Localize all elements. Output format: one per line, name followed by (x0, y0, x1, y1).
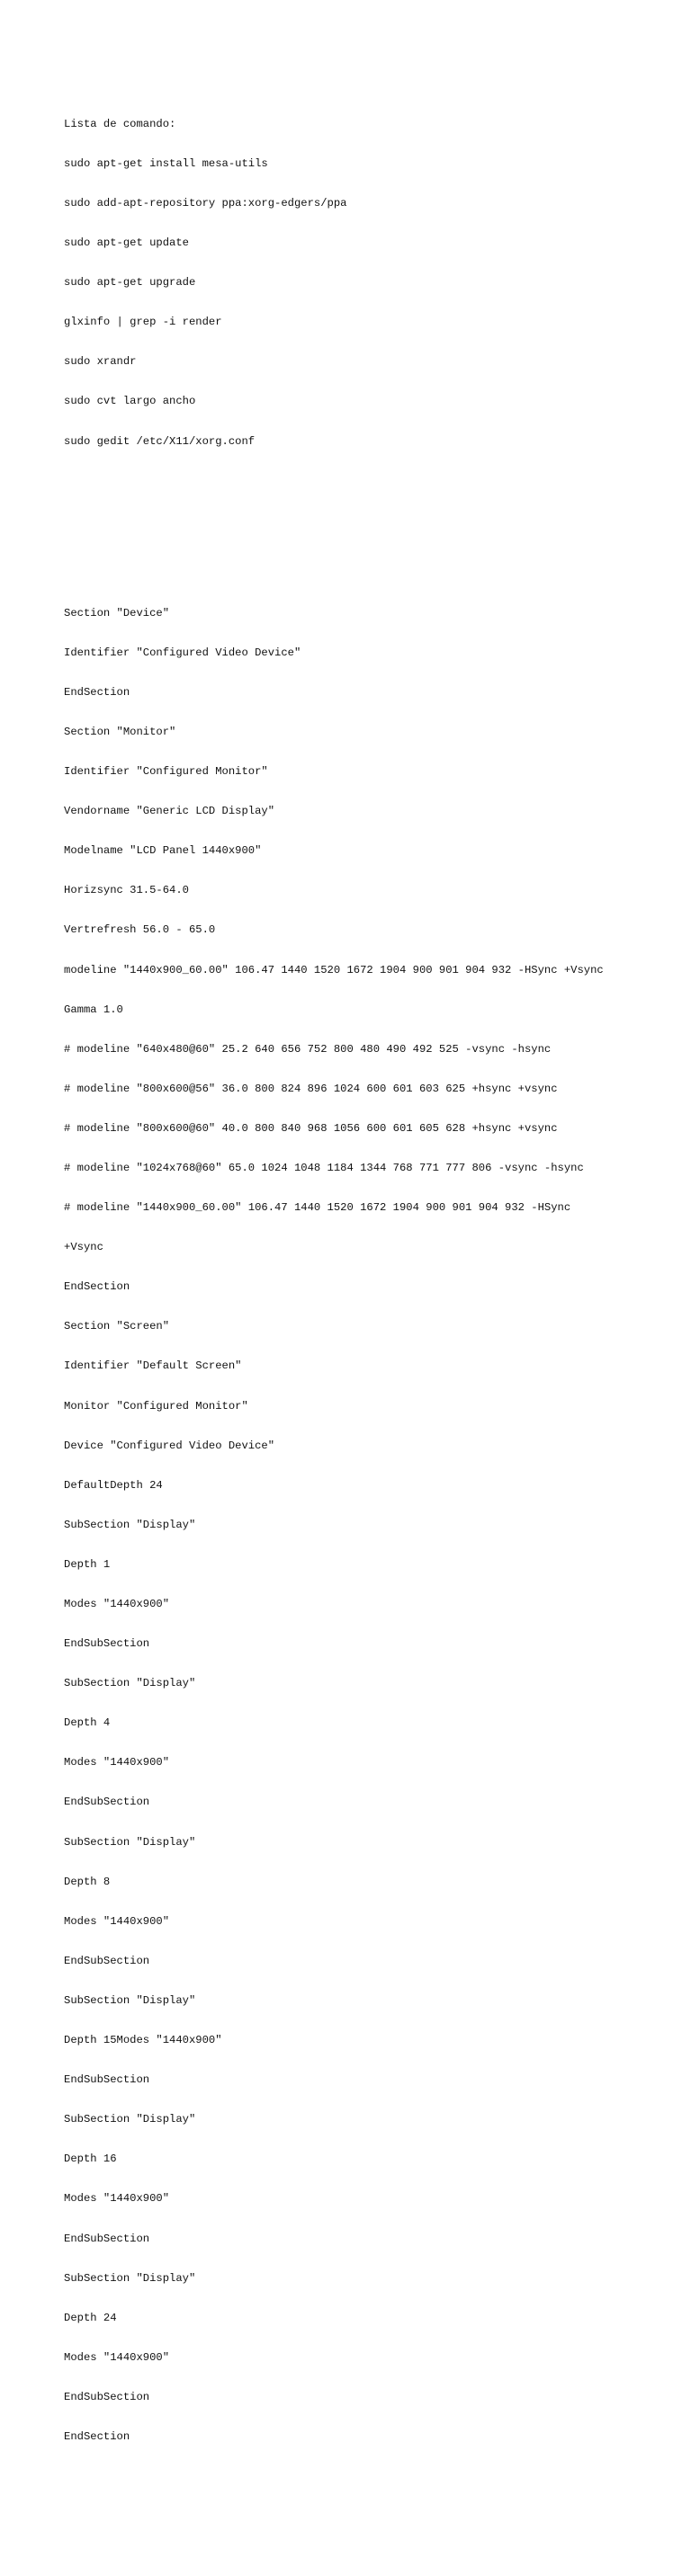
config-line: Modelname "LCD Panel 1440x900" (64, 844, 262, 858)
config-line (64, 2509, 676, 2523)
section-spacer (64, 514, 676, 540)
document-text (64, 65, 676, 2576)
config-line: Identifier "Default Screen" (64, 1359, 242, 1373)
config-line: Depth 15Modes "1440x900" (64, 2034, 222, 2047)
config-line: EndSubSection (64, 2232, 150, 2245)
config-line: +Vsync (64, 1241, 103, 1254)
xorg-config-block (64, 580, 676, 2549)
config-line: EndSection (64, 1280, 130, 1294)
config-line: EndSubSection (64, 2390, 150, 2403)
command-list (64, 91, 676, 474)
config-line: Depth 24 (64, 2311, 117, 2324)
config-line: SubSection "Display" (64, 1518, 196, 1531)
config-line: EndSubSection (64, 1637, 150, 1651)
config-line: Modes "1440x900" (64, 2192, 170, 2206)
config-line: Horizsync 31.5-64.0 (64, 884, 189, 897)
config-line: # modeline "1440x900_60.00" 106.47 1440 1520 1672 1904 900 901 904 932 -HSync (64, 1201, 571, 1215)
config-line: EndSubSection (64, 2073, 150, 2087)
config-line: Monitor "Configured Monitor" (64, 1399, 248, 1413)
config-line: SubSection "Display" (64, 2113, 196, 2126)
config-line: Depth 16 (64, 2153, 117, 2166)
command-line: sudo apt-get update (64, 236, 189, 250)
config-line: Device "Configured Video Device" (64, 1439, 275, 1452)
config-line: DefaultDepth 24 (64, 1478, 163, 1492)
config-line: Identifier "Configured Video Device" (64, 646, 301, 659)
config-line: Modes "1440x900" (64, 2350, 170, 2364)
config-line: Vendorname "Generic LCD Display" (64, 805, 275, 818)
config-line: Identifier "Configured Monitor" (64, 765, 268, 779)
config-line: Vertrefresh 56.0 - 65.0 (64, 923, 216, 937)
config-line: Depth 4 (64, 1716, 111, 1730)
config-line: Section "Monitor" (64, 725, 176, 738)
command-list-heading: Lista de comando: (64, 117, 176, 130)
config-line: EndSubSection (64, 1954, 150, 1967)
config-line: SubSection "Display" (64, 2271, 196, 2285)
config-line: SubSection "Display" (64, 1835, 196, 1849)
config-line: # modeline "800x600@56" 36.0 800 824 896 1024 600 601 603 625 +hsync +vsync (64, 1082, 558, 1095)
config-line: Section "Device" (64, 606, 170, 619)
config-line: Modes "1440x900" (64, 1598, 170, 1611)
config-line: Modes "1440x900" (64, 1756, 170, 1769)
config-line: # modeline "800x600@60" 40.0 800 840 968 1056 600 601 605 628 +hsync +vsync (64, 1121, 558, 1135)
config-line: modeline "1440x900_60.00" 106.47 1440 1520 1672 1904 900 901 904 932 -HSync +Vsync (64, 963, 604, 976)
config-line: EndSection (64, 2429, 130, 2443)
command-line: glxinfo | grep -i render (64, 316, 222, 329)
command-line: sudo gedit /etc/X11/xorg.conf (64, 434, 256, 448)
config-line: EndSubSection (64, 1796, 150, 1809)
config-line (64, 2470, 676, 2483)
command-line: sudo add-apt-repository ppa:xorg-edgers/ppa (64, 197, 347, 209)
config-line: # modeline "640x480@60" 25.2 640 656 752 800 480 490 492 525 -vsync -hsync (64, 1042, 552, 1056)
config-line: Modes "1440x900" (64, 1914, 170, 1928)
config-line: Section "Screen" (64, 1320, 170, 1333)
config-line: # modeline "1024x768@60" 65.0 1024 1048 1184 1344 768 771 777 806 -vsync -hsync (64, 1161, 584, 1174)
config-line: EndSection (64, 685, 130, 699)
command-line: sudo cvt largo ancho (64, 395, 196, 408)
command-line: sudo xrandr (64, 355, 137, 369)
config-line: SubSection "Display" (64, 1677, 196, 1690)
config-line: SubSection "Display" (64, 1993, 196, 2007)
config-line: Depth 8 (64, 1875, 111, 1888)
command-line: sudo apt-get install mesa-utils (64, 156, 268, 170)
command-line: sudo apt-get upgrade (64, 276, 196, 290)
config-line: Gamma 1.0 (64, 1003, 123, 1016)
config-line: Depth 1 (64, 1557, 111, 1571)
